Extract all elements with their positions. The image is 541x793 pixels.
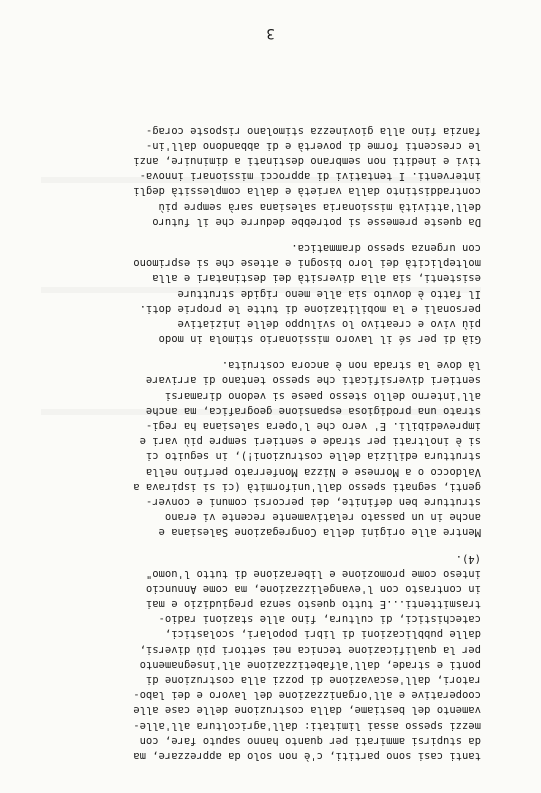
text-line: struttura edilizia delle costruzioni!), in seguito ci	[145, 450, 481, 463]
text-line: le crescenti forme di povertà e di abbandono dall'in-	[145, 139, 481, 152]
text-line: Valdocco o a Mornese e Nizza Monferrato perfino nella	[145, 465, 481, 478]
text-line: ratori, dall'escavazione di pozzi alla costruzione di	[145, 674, 481, 687]
text-line: all'interno dello stesso paese si vedono diramarsi	[164, 389, 481, 402]
paragraph	[41, 123, 481, 229]
text-line: fanzia fino alla giovinezza stimolano risposte corag-	[145, 124, 481, 137]
text-line: trasmittenti...E tutto questo senza pregiudizio e mai	[145, 598, 481, 611]
text-line: ponti e strade, dall'alfabetizzazione all'insegnamento	[139, 658, 481, 671]
text-line: contraddistinto dalla varietà e dalla complessità degli	[133, 185, 481, 198]
paragraph	[41, 357, 481, 539]
text-line: si è inoltrati per strade e sentieri sempre più vari e	[139, 435, 481, 448]
text-line: inteso come promozione e liberazione di tutto l'uomo"	[145, 567, 481, 580]
text-line: strutture ben definite, dei percorsi comuni e conver-	[145, 496, 481, 508]
text-line: dell'attività missionaria salesiana sarà sempre più	[158, 200, 481, 213]
text-line: genti, segnati spesso dall'uniformità (ci si ispirava a	[133, 480, 481, 493]
text-line: più vivo e creativo lo sviluppo delle iniziative	[177, 317, 481, 330]
text-line: con urgenza spesso drammatica.	[291, 242, 481, 254]
text-line: mezzi spesso assai limitati: dall'agricoltura all'alle-	[133, 719, 481, 732]
text-line: esistenti, sia alla diversità dei destinatari e alla	[152, 272, 481, 285]
text-line: Il fatto è dovuto sia alle meno rigide strutture	[177, 287, 481, 300]
text-line: vamento del bestiame, dalla costruzione delle case alle	[133, 704, 481, 717]
page-number: 3	[266, 25, 275, 41]
page-body	[41, 123, 481, 764]
text-line: molteplicità dei loro bisogni e attese che si esprimono	[133, 257, 481, 270]
text-line: Da queste premesse si potrebbe dedurre che il futuro	[152, 215, 481, 228]
paragraph	[41, 240, 481, 346]
paragraph-gap	[41, 539, 481, 550]
text-line: Mentre alle origini della Congregazione Salesiana e	[158, 526, 481, 539]
text-line: sentieri diversificati che spesso tentano di arrivare	[145, 374, 481, 387]
text-line: (4).	[455, 552, 481, 565]
text-line: cooperative e all'organizzazione del lavoro e dei labo-	[133, 689, 481, 702]
text-line: personali e la mobilitazione di tutte le proprie doti.	[139, 302, 481, 315]
paragraph-gap	[41, 346, 481, 357]
text-line: tanti casi sono partiti, c'è non solo da apprezzare, ma	[133, 750, 481, 762]
text-line: tivi e inediti non sembrano destinati a diminuire, anzi	[133, 155, 481, 168]
text-line: anche in un passato relativamente recente vi erano	[164, 511, 481, 524]
text-line: catechistici, di cultura, fino alle stazioni radio-	[158, 613, 481, 626]
text-line: per la qualificazione tecnica nei settori più diversi,	[139, 643, 481, 656]
text-line: da stupirsi ammirati per quanto hanno saputo fare, con	[139, 734, 481, 747]
text-line: imprevedibili. E' vero che l'opera salesiana ha regi-	[145, 420, 481, 433]
paragraph-gap	[41, 229, 481, 240]
text-line: interventi. I tentativi di approcci missionari innova-	[139, 170, 481, 183]
paragraph	[41, 550, 481, 763]
text-line: in contrasto con l'evangelizzazione, ma come Annuncio	[145, 582, 481, 595]
text-line: dalle pubblicazioni di libri popolari, scolastici,	[164, 628, 481, 641]
text-line: Già di per sé il lavoro missionario stimola in modo	[158, 333, 481, 346]
text-line: strato una prodigiosa espansione geografica, ma anche	[145, 404, 481, 417]
text-line: là dove la strada non è ancora costruita.	[221, 359, 481, 372]
